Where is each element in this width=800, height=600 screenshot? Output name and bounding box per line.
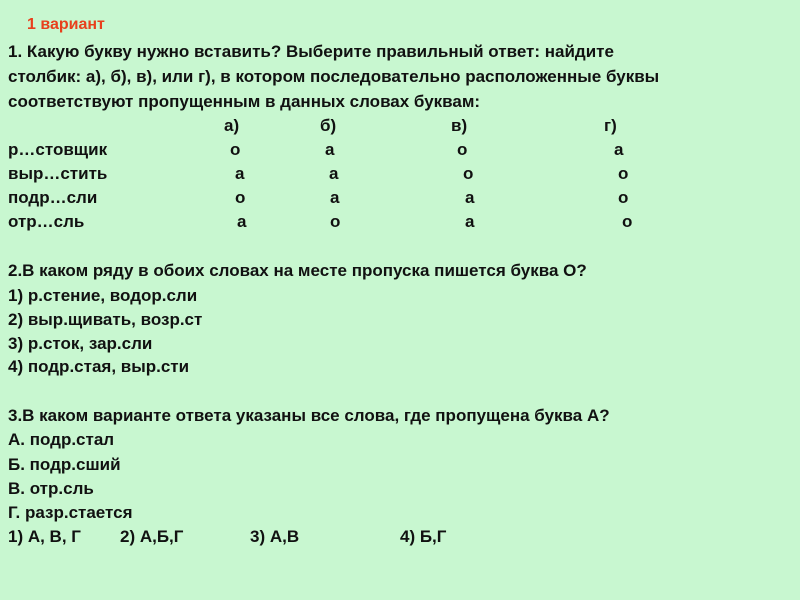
q1-row-letter: о <box>457 140 468 159</box>
q3-answer-1: 1) А, В, Г <box>8 527 81 546</box>
q2-option-3: 3) р.сток, зар.сли <box>8 334 153 353</box>
q3-item-v: В. отр.сль <box>8 479 94 498</box>
variant-heading: 1 вариант <box>27 16 105 33</box>
q1-text-line-3: соответствуют пропущенным в данных словах буквам: <box>8 92 481 111</box>
q2-option-2: 2) выр.щивать, возр.ст <box>8 310 203 329</box>
q1-row-letter: а <box>465 188 475 207</box>
q3-item-b: Б. подр.сший <box>8 455 121 474</box>
q1-text-line-2: столбик: а), б), в), или г), в котором последовательно расположенные буквы <box>8 67 660 86</box>
q1-row-letter: о <box>622 212 633 231</box>
q1-row-letter: о <box>618 164 629 183</box>
q3-item-a: А. подр.стал <box>8 430 115 449</box>
q1-row-letter: о <box>235 188 246 207</box>
q2-title: 2.В каком ряду в обоих словах на месте пропуска пишется буква О? <box>8 261 587 280</box>
q1-row-letter: о <box>463 164 474 183</box>
q1-row-word: подр…сли <box>8 188 98 207</box>
q1-row-letter: а <box>465 212 475 231</box>
q1-row-word: р…стовщик <box>8 140 108 159</box>
q3-answer-3: 3) А,В <box>250 527 300 546</box>
q1-row-letter: а <box>237 212 247 231</box>
q1-row-letter: а <box>330 188 340 207</box>
q2-option-4: 4) подр.стая, выр.сти <box>8 357 190 376</box>
q1-column-a: а) <box>224 116 240 135</box>
q1-row-letter: о <box>618 188 629 207</box>
q3-title: 3.В каком варианте ответа указаны все слова, где пропущена буква А? <box>8 406 610 425</box>
q1-row-letter: о <box>230 140 241 159</box>
q1-row-word: выр…стить <box>8 164 108 183</box>
q1-row-letter: а <box>325 140 335 159</box>
q1-column-b: б) <box>320 116 337 135</box>
q1-row-letter: о <box>330 212 341 231</box>
q3-item-g: Г. разр.стается <box>8 503 133 522</box>
q2-option-1: 1) р.стение, водор.сли <box>8 286 198 305</box>
q3-answer-4: 4) Б,Г <box>400 527 447 546</box>
q1-row-letter: а <box>235 164 245 183</box>
q1-row-letter: а <box>329 164 339 183</box>
q3-answer-2: 2) А,Б,Г <box>120 527 184 546</box>
q1-column-v: в) <box>451 116 468 135</box>
q1-row-word: отр…сль <box>8 212 85 231</box>
q1-row-letter: а <box>614 140 624 159</box>
q1-text-line-1: 1. Какую букву нужно вставить? Выберите правильный ответ: найдите <box>8 42 614 61</box>
q1-column-g: г) <box>604 116 617 135</box>
